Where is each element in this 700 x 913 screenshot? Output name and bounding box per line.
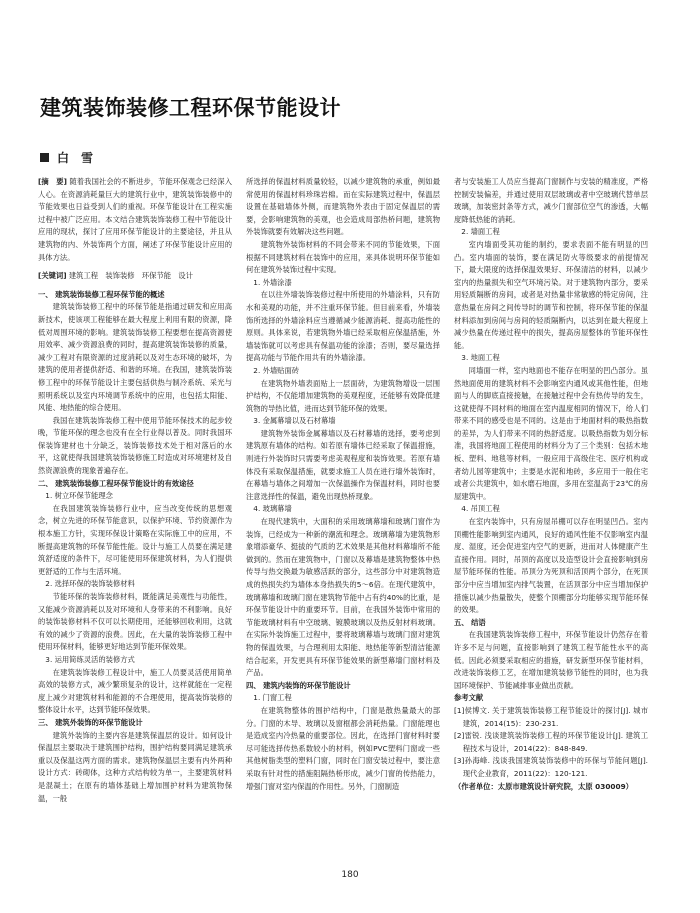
subsection-heading: 1. 外墙涂漆 <box>253 277 292 287</box>
section-heading: 二、 建筑装饰装修工程环保节能设计的有效途径 <box>38 478 194 488</box>
body-paragraph: 建筑物外装饰材料的不同会带来不同的节能效果，下面根据不同建筑材料在装饰中的应用，来具体说明环保节能如何在建筑外装饰过程中实现。 <box>246 239 440 275</box>
square-bullet-icon <box>40 153 49 162</box>
reference-item: [2]雷锐. 浅谈建筑装饰装修工程的环保节能设计[J]. 建筑工程技术与设计，2014(22)：848-849. <box>454 731 648 753</box>
body-paragraph: 在室内装饰中，只有房屋吊棚可以存在明显凹凸。室内顶棚性能影响到室内通风，良好的通风性能不仅影响室内温度、湿度，还会促进室内空气的更新，进而对人体健康产生直接作用。同时，吊顶的高度以及造型设计会直接影响到房屋节能环保的性能。吊顶分为死顶和活顶两个部分，在死顶部分中应当增加室内排气装置，在活顶部分中应当增加保护措施以减少热量散失，使整个顶棚部分均能够实现节能环保的效果。 <box>454 517 648 615</box>
subsection-heading: 3. 地面工程 <box>461 353 500 363</box>
body-paragraph: 在我国建筑装饰装修工程中，环保节能设计仍然存在着许多不足与问题，直接影响到了建筑工程节能性水平的高低。因此必须要采取相应的措施，研发新型环保节能材料，改进装饰装修工艺，在增加建筑装修节能性的同时，也为我国环境保护、节能减排事业做出贡献。 <box>454 630 648 690</box>
column-middle <box>246 176 440 793</box>
body-paragraph: 在建筑物整体的围护结构中，门窗是散热量最大的部分。门窗的木导、玻璃以及窗框都会消耗热量。门窗能理也是造成室内冷热量的重要部位。因此，在选择门窗材料时要尽可能选择传热系数较小的材料，例如PVC塑料门窗或一些其他树脂类型的塑料门窗，同时在门窗安装过程中，要注意采取有针对性的措施阻隔热桥形成，减少门窗的传热能力，增强门窗对室内保温的作用性。另外，门窗制造 <box>246 705 440 791</box>
subsection-heading: 1. 树立环保节能理念 <box>45 491 113 501</box>
author-name: 白 雪 <box>57 151 94 165</box>
abstract-label: [摘 要] <box>38 177 67 186</box>
page-number: 180 <box>341 870 359 880</box>
body-paragraph: 同墙面一样，室内地面也不能存在明显的凹凸部分。虽然地面使用的建筑材料不会影响室内通风或其他性能，但地面与人的脚底直接接触，在接触过程中会有热传导的发生，这就使得不同材料的地面在室内温度相同的情况下，给人们带来不同的感受也是不同的。这是由于地面材料的吸热指数的差异，为人们带来不同的热舒适度。以吸热指数为划分标准，我国将地面工程使用的材料分为了三个类别：包括木地板、塑料、地毯等材料，一般应用于高级住宅、医疗机构或者幼儿园等建筑中；主要是水泥和地砖，多应用于一般住宅或者公共建筑中，如水磨石地面，多用在室温高于23℃的房屋建筑中。 <box>454 365 648 501</box>
body-paragraph: 所选择的保温材料质量较轻，以减少建筑物的承重，例如最常使用的保温材料珍珠岩棉。而在实际建筑过程中，保温层设置在基础墙体外侧，而建筑物外表由于固定保温层的需要，会影响建筑物的美观，也会造成局部热桥问题，建筑物外装饰就要有效解决这些问题。 <box>246 177 440 237</box>
column-right <box>454 176 648 793</box>
author-affiliation: （作者单位：太原市建筑设计研究院，太原 030009） <box>454 781 633 791</box>
subsection-heading: 2. 外墙贴面砖 <box>253 365 300 375</box>
body-paragraph: 建筑外装饰的主要内容是建筑保温层的设计。如何设计保温层主要取决于建筑围护结构，围护结构要同满足建筑承重以及保温这两方面的需求。建筑物保温层主要有内外两种设计方式：砖砌体，这种方式结构较为单一，主要建筑材料是混凝土；在原有的墙体基础上增加围护材料为建筑物保温，一般 <box>38 730 232 803</box>
section-heading: 四、 建筑内装饰的环保节能设计 <box>246 680 351 690</box>
subsection-heading: 2. 墙面工程 <box>461 227 500 237</box>
reference-item: [3]孙海峰. 浅谈我国建筑装饰装修中的环保与节能问题[J]. 现代企业教育，2011(22)：120-121. <box>454 756 648 778</box>
body-paragraph: 在以往外墙装饰装修过程中所使用的外墙涂料，只有防水和美观的功能，并不注重环保节能。但目前来看，外墙装饰所选择的外墙涂料应当遵循减少能源消耗、提高功能性的原则。具体来说，若建筑物外墙已经采取相应保温措施，外墙装饰就可以考虑具有保温功能的涂漆；否则，要尽量选择提高功能与节能作用共有的外墙涂漆。 <box>246 290 440 363</box>
section-heading: 参考文献 <box>454 693 484 703</box>
reference-item: [1]侯博文. 关于建筑装饰装修工程节能设计的探讨[J]. 城市建筑，2014(15)：230-231. <box>454 705 648 728</box>
subsection-heading: 4. 吊顶工程 <box>461 504 500 514</box>
keywords <box>38 270 232 283</box>
article-title: 建筑装饰装修工程环保节能设计 <box>40 96 341 120</box>
body-paragraph: 建筑装饰装修工程中的环保节能是指通过研发和应用高新技术，使该项工程能够在最大程度上利用有限的资源，降低对周围环境的影响。建筑装饰装修工程要想在提高资源使用效率、减少资源浪费的同时，提高建筑装饰装修的质量，减少工程对有限资源的过度消耗以及对生态环境的破坏，为建筑的使用者提供舒适、和谐的环境。在我国，建筑装饰装修工程中的环保节能设计主要包括供热与制冷系统、采光与照明系统以及室内环境调节系统中的应用，也包括太阳能、风能、地热能的综合使用。 <box>38 302 232 413</box>
subsection-heading: 1. 门窗工程 <box>253 693 292 703</box>
subsection-heading: 3. 金属幕墙以及石材幕墙 <box>253 416 336 426</box>
abstract <box>38 176 232 264</box>
section-heading: 五、 结语 <box>454 617 486 627</box>
section-heading: 一、 建筑装饰装修工程环保节能的概述 <box>38 289 165 299</box>
body-paragraph: 在建筑物外墙表面贴上一层面砖，为建筑物增设一层围护结构，不仅能增加建筑物的美观程度，还能够有效降低建筑物的导热比值，进而达到节能环保的效果。 <box>246 378 440 413</box>
section-heading: 三、 建筑外装饰的环保节能设计 <box>38 717 143 727</box>
body-paragraph: 节能环保的装饰装修材料，既能满足美观性与功能性，又能减少资源消耗以及对环境和人身带来的不利影响。良好的装饰装修材料不仅可以长期使用，还能够回收利用，这就有效的减少了资源的浪费。因此，在大量的装饰装修工程中使用环保材料，能够更好地达到节能环保效果。 <box>38 592 232 652</box>
body-paragraph: 我国在建筑装饰装修工程中使用节能环保技术的起步较晚，节能环保的理念也没有在全行业得以普及。同时我国环保装饰建材也十分缺乏，装饰装修技术处于相对落后的水平，这就使得我国建筑装饰装修施工时造成对环境建材及自然资源浪费的现象普遍存在。 <box>38 415 232 476</box>
body-paragraph: 者与安装施工人员应当提高门窗制作与安装的精准度，严格控制安装偏差，并通过使用双层玻璃或者中空玻璃代替单层玻璃，加装密封条等方式，减少门窗部位空气的渗透，大幅度降低热能的消耗。 <box>454 177 648 224</box>
body-paragraph: 建筑物外装饰金属幕墙以及石材幕墙的选择，要考虑到建筑原有墙体的结构。如若原有墙体已经采取了保温措施，则进行外装饰时只需要考虑美观程度和装饰效果。若原有墙体没有采取保温措施，就要求施工人员在进行墙外装饰时，在幕墙与墙体之间增加一次保温操作为保温材料，同时也要注意选择性的保温，避免出现热桥现象。 <box>246 428 440 501</box>
subsection-heading: 3. 运用简练灵活的装修方式 <box>45 654 135 664</box>
body-paragraph: 室内墙面受其功能的制约，要求表面不能有明显的凹凸。室内墙面的装饰，要在满足防火等级要求的前提情况下，最大限度的选择保温效果好、环保清洁的材料，以减少室内的热量损失和空气环境污染。对于建筑物内部分，要采用轻质隔断的房间，或者是对热量非常敏感的特定房间，注意热量在房间之间传导时的调节和控制，将环保节能的保温材料添加到房间与房间的轻质隔断内，以达到在最大程度上减少热量在传递过程中的损失，提高房屋整体的节能环保性能。 <box>454 239 648 350</box>
abstract-text: 随着我国社会的不断进步，节能环保观念已经深入人心。在资源消耗量巨大的建筑行业中，建筑装饰装修中的节能效果也日益受到人们的重视。环保节能设计在工程实施过程中被广泛应用。本文结合建筑装饰装修工程中节能设计应用的现状，探讨了应用环保节能设计的主要途径，并且从建筑物的内、外装饰两个方面，阐述了环保节能设计应用的具体方法。 <box>38 177 233 262</box>
body-paragraph: 在我国建筑装饰装修行业中，应当改变传统的思想观念，树立先进的环保节能意识，以保护环境、节约资源作为根本施工方针，实现环保设计策略在实际施工中的应用，不断提高建筑物的环保节能性能。设计与施工人员要在满足建筑舒适度的条件下，尽可能使用环保建筑材料，为人们提供更舒适的工作与生活环境。 <box>38 503 232 576</box>
keywords-label: [关键词] <box>38 271 67 281</box>
body-paragraph: 在现代建筑中，大面积的采用玻璃幕墙和玻璃门窗作为装饰，已经成为一种新的潮流和理念。玻璃幕墙为建筑物形象增添豪华、挺拔的气质的艺术效果是其他材料幕墙所不能做到的。然而在建筑物中，门窗以及幕墙是建筑物整体中热传导与热交换最为敏感活跃的部分，这些部分中对建筑物造成的热损失约为墙体本身热损失的5～6倍。在现代建筑中，玻璃幕墙和玻璃门窗在建筑物节能中占有约40%的比重，是环保节能设计中的重要环节。目前，在我国外装饰中常用的节能玻璃材料有中空玻璃、镀膜玻璃以及热反射材料玻璃。在实际外装饰施工过程中，要将玻璃幕墙与玻璃门窗对建筑物的保温效果，与合理利用太阳能、地热能等新型清洁能源结合起来，开发更具有环保节能效果的新型幕墙门窗材料及产品。 <box>246 517 440 678</box>
author-line <box>40 149 93 166</box>
column-left <box>38 176 232 805</box>
keywords-text: 建筑工程 装饰装修 环保节能 设计 <box>68 271 193 281</box>
subsection-heading: 4. 玻璃幕墙 <box>253 504 292 514</box>
subsection-heading: 2. 选择环保的装饰装修材料 <box>45 579 135 589</box>
body-paragraph: 在建筑装饰装修工程设计中，施工人员要灵活使用简单高效的装修方式，减少繁琐复杂的设计，这样就能在一定程度上减少对建筑材料和能源的不合理使用，提高装饰装修的整体设计水平，达到节能环保效果。 <box>38 667 232 715</box>
